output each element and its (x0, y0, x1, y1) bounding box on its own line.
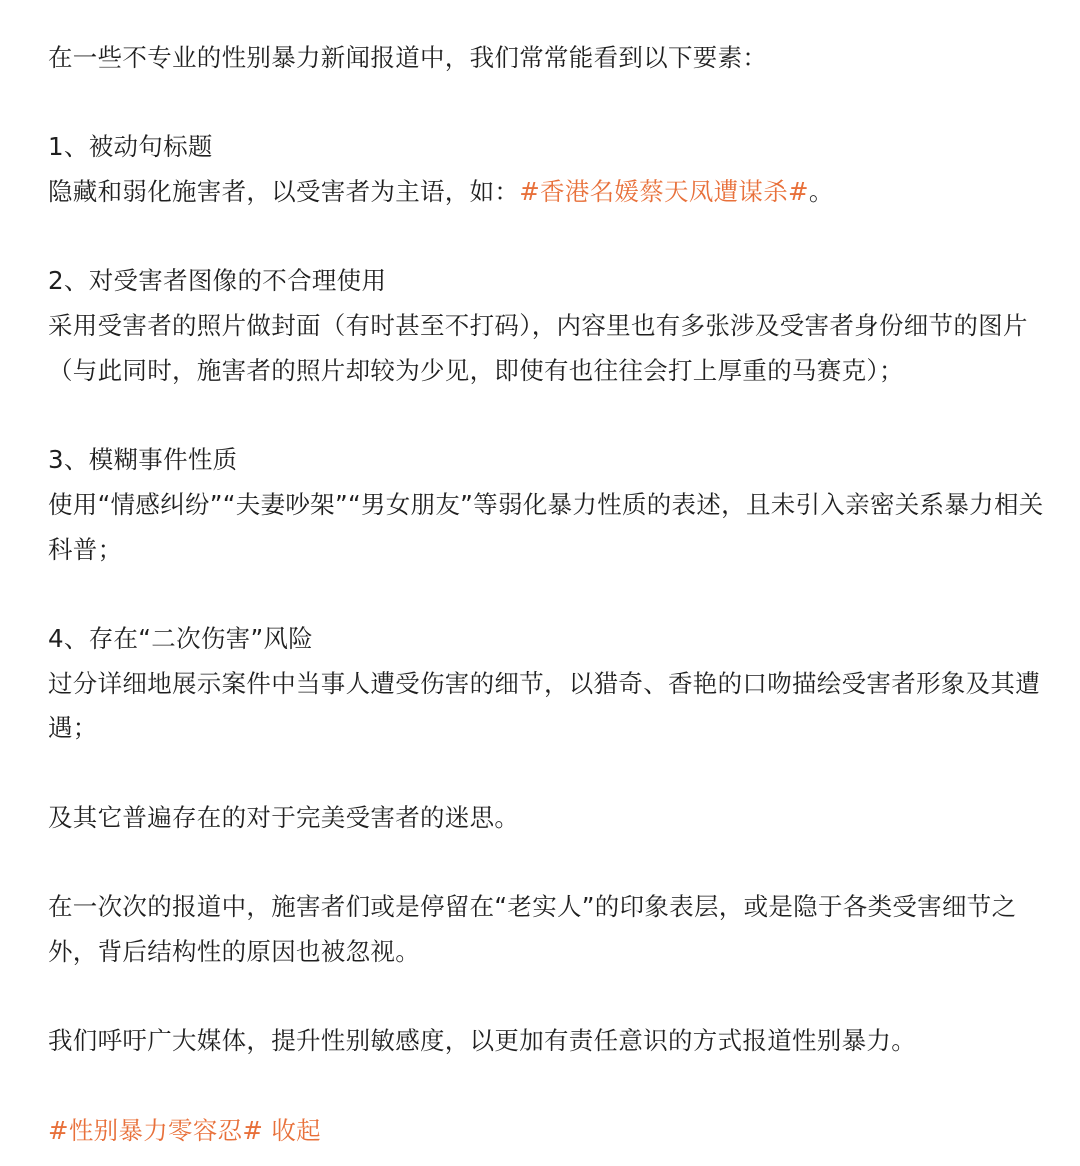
item-1-body (48, 170, 1048, 215)
spacer (48, 81, 1048, 126)
item-1-body-end: 。 (808, 177, 834, 207)
para-call: 我们呼吁广大媒体，提升性别敏感度，以更加有责任意识的方式报道性别暴力。 (48, 1026, 916, 1056)
item-4-heading: 4、存在“二次伤害”风险 (48, 624, 314, 654)
item-2-body: 采用受害者的照片做封面（有时甚至不打码），内容里也有多张涉及受害者身份细节的图片（与此同时，施害者的照片却较为少见，即使有也往往会打上厚重的马赛克）； (48, 311, 1028, 385)
collapse-button[interactable]: 收起 (271, 1115, 321, 1145)
spacer (48, 572, 1048, 617)
item-4-body: 过分详细地展示案件中当事人遭受伤害的细节，以猎奇、香艳的口吻描绘受害者形象及其遭遇； (48, 668, 1040, 743)
post-content (48, 36, 1048, 1153)
spacer (48, 975, 1048, 1020)
para-perpetrators: 在一次次的报道中，施害者们或是停留在“老实人”的印象表层，或是隐于各类受害细节之外，背后结构性的原因也被忽视。 (48, 892, 1017, 966)
item-3-body: 使用“情感纠纷”“夫妻吵架”“男女朋友”等弱化暴力性质的表述，且未引入亲密关系暴力相关科普； (48, 489, 1044, 564)
spacer (48, 1064, 1048, 1109)
spacer (48, 751, 1048, 796)
para-myth: 及其它普遍存在的对于完美受害者的迷思。 (48, 802, 520, 832)
item-2-heading: 2、对受害者图像的不合理使用 (48, 266, 387, 296)
item-1-body-text: 隐藏和弱化施害者，以受害者为主语，如： (48, 177, 520, 207)
spacer (48, 215, 1048, 260)
spacer (48, 841, 1048, 886)
post-intro: 在一些不专业的性别暴力新闻报道中，我们常常能看到以下要素： (48, 43, 768, 72)
item-3-heading: 3、模糊事件性质 (48, 445, 238, 475)
item-1-heading: 1、被动句标题 (48, 132, 213, 162)
spacer (48, 394, 1048, 439)
post-footer (48, 1109, 1048, 1154)
hashtag-link-case[interactable]: #香港名媛蔡天凤遭谋杀# (519, 177, 809, 207)
hashtag-link-zero-tolerance[interactable]: #性别暴力零容忍# (48, 1115, 264, 1145)
